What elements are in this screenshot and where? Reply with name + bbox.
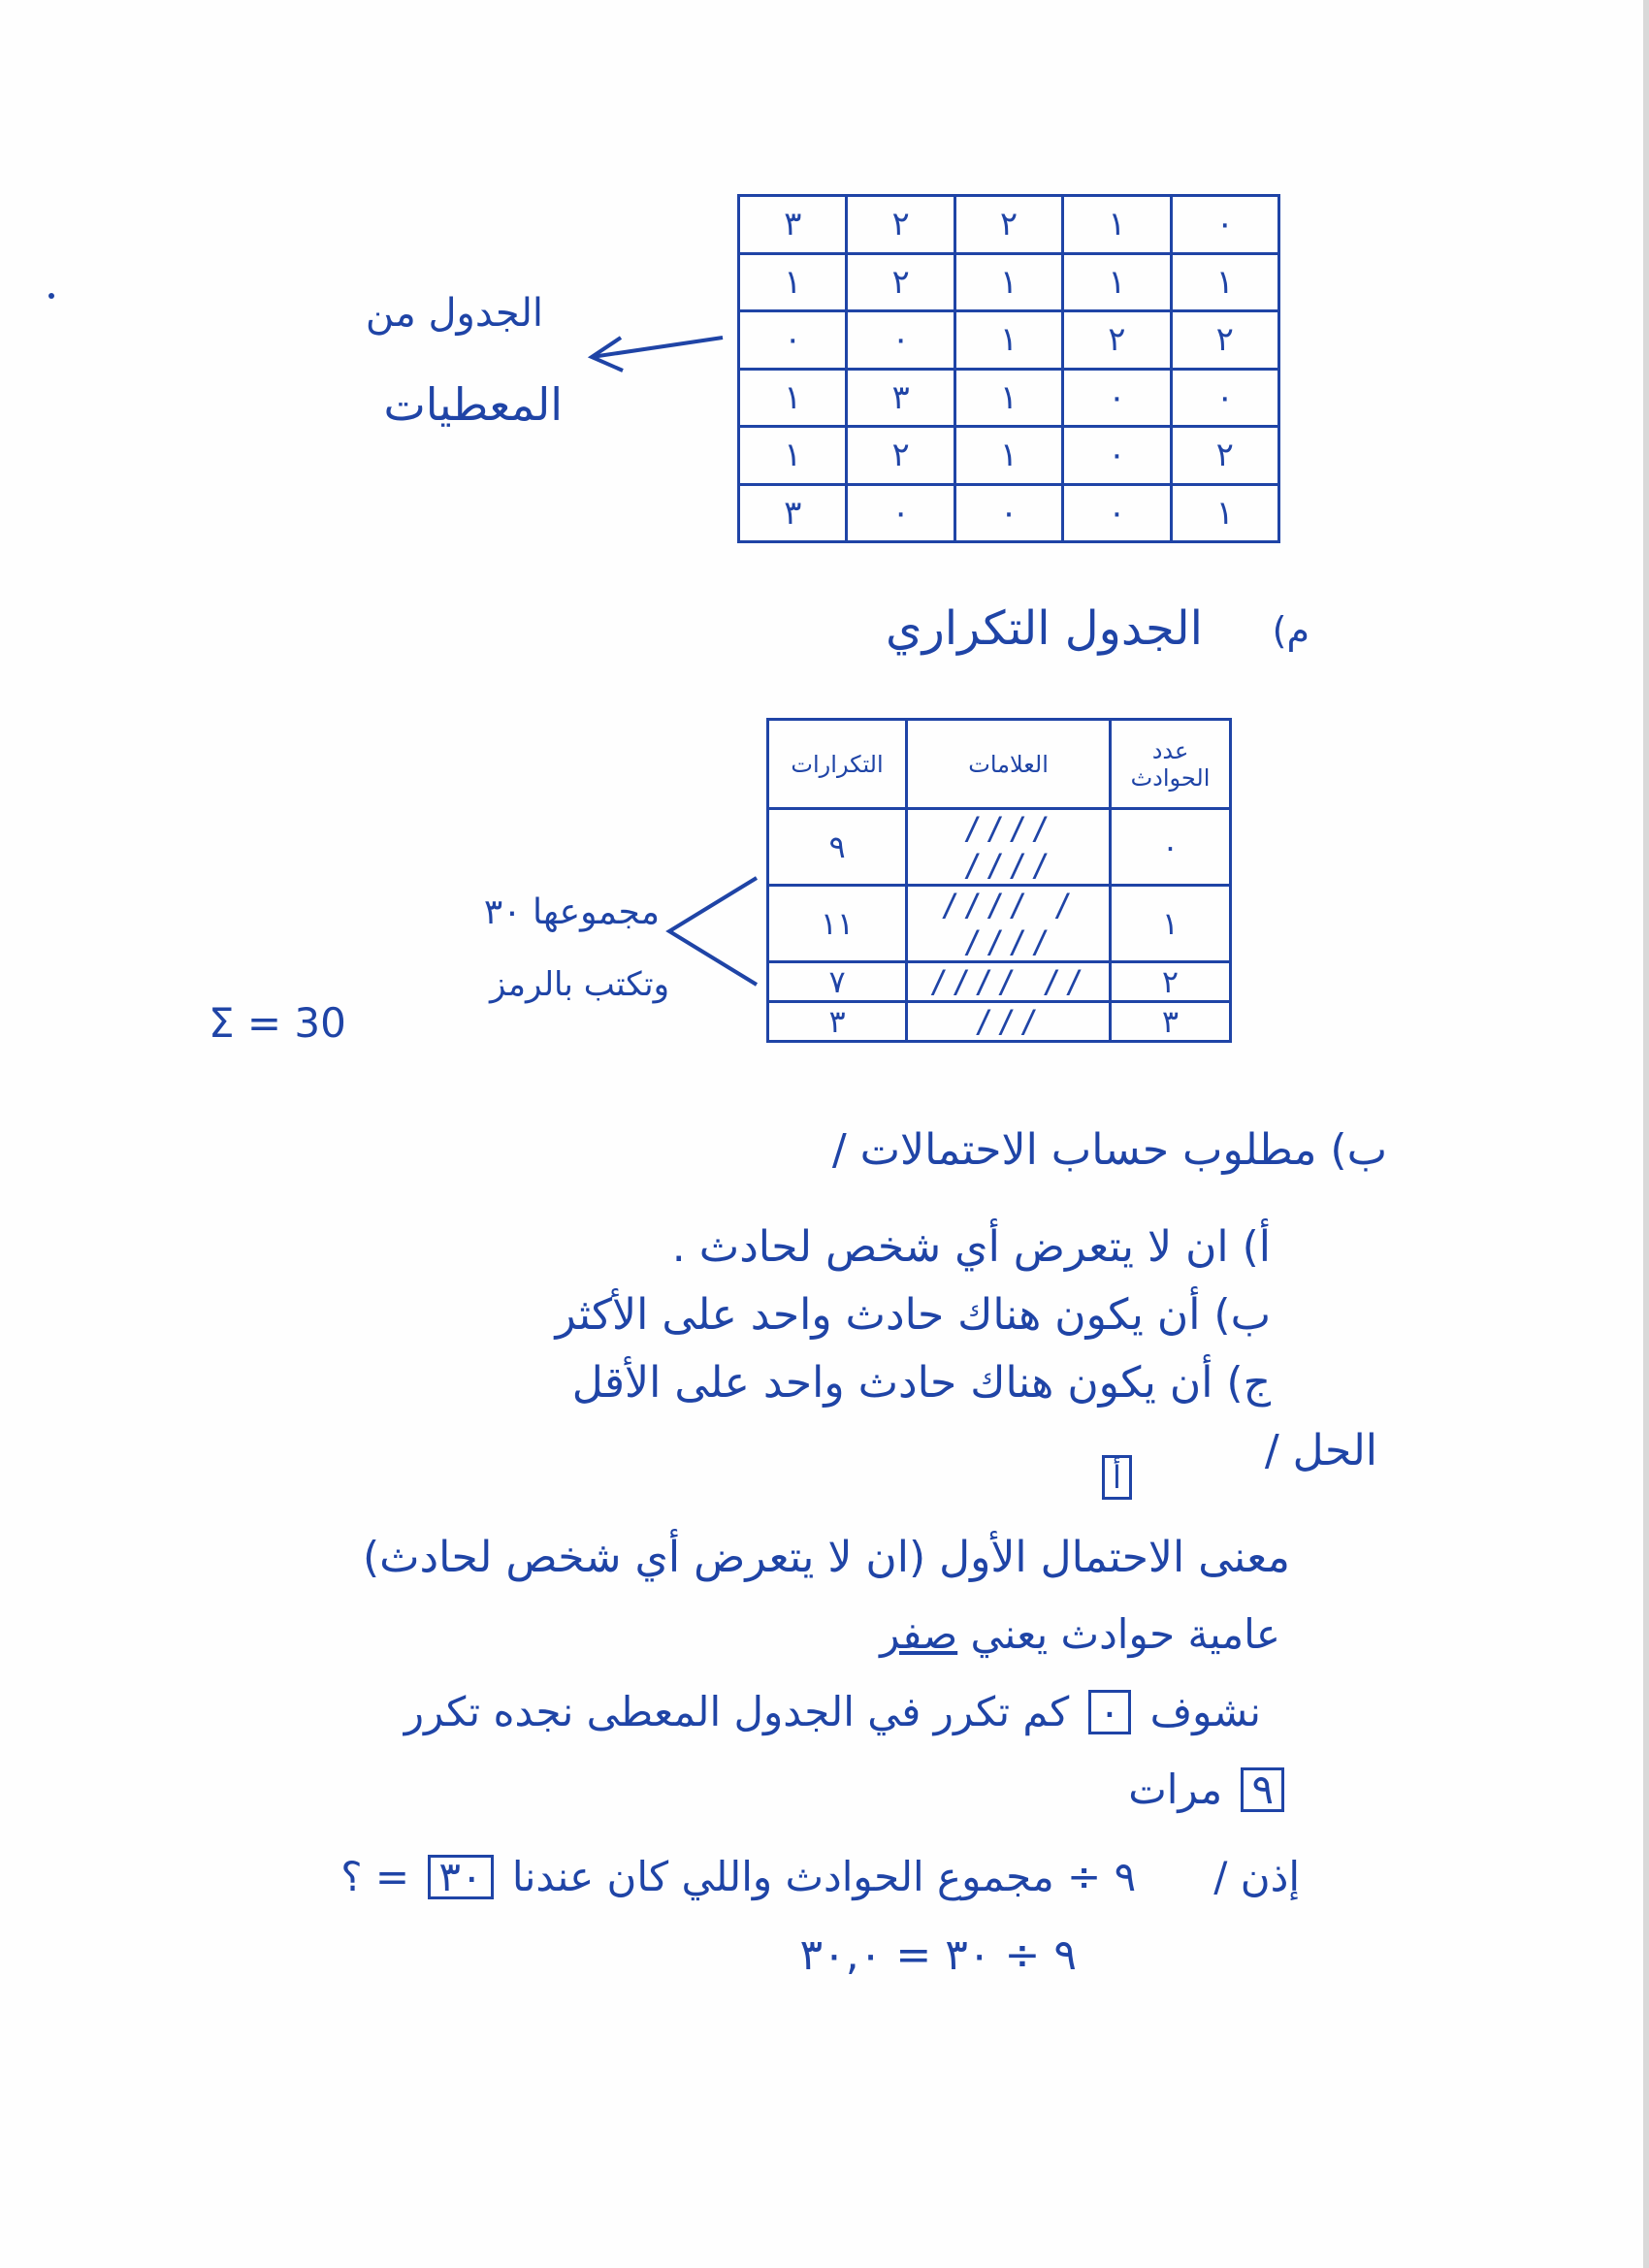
solution-line5-box: ٣٠ bbox=[428, 1855, 493, 1899]
solution-line5-end: = ؟ bbox=[340, 1853, 410, 1900]
freq-header-tally: العلامات bbox=[907, 720, 1111, 809]
data-grid-cell: ٠ bbox=[1063, 427, 1171, 485]
freq-value-cell: ٣ bbox=[768, 1002, 907, 1042]
solution-line3-box: ٠ bbox=[1088, 1690, 1132, 1734]
freq-count-cell: ٢ bbox=[1110, 962, 1230, 1002]
solution-line6: ٩ ÷ ٣٠ = ٣٠,٠ bbox=[799, 1930, 1077, 1980]
solution-line4-text: مرات bbox=[1128, 1766, 1223, 1813]
data-grid-cell: ٢ bbox=[1171, 427, 1278, 485]
solution-heading: الحل / bbox=[1264, 1426, 1377, 1475]
freq-tally-cell: /// bbox=[907, 1002, 1111, 1042]
sum-line1: مجموعها ٣٠ bbox=[483, 892, 660, 932]
data-grid-cell: ٢ bbox=[847, 253, 954, 311]
freq-count-cell: ١ bbox=[1110, 886, 1230, 962]
data-grid-row bbox=[739, 484, 1279, 542]
question-item: أ) ان لا يتعرض أي شخص لحادث . bbox=[671, 1222, 1271, 1272]
data-grid-cell: ٠ bbox=[954, 484, 1062, 542]
page-edge bbox=[1643, 0, 1649, 2268]
question-intro: ب) مطلوب حساب الاحتمالات / bbox=[831, 1125, 1387, 1175]
solution-line3 bbox=[146, 1688, 1261, 1735]
solution-part-label bbox=[1096, 1455, 1138, 1500]
data-grid-cell: ١ bbox=[1063, 196, 1171, 254]
freq-count-cell: ٣ bbox=[1110, 1002, 1230, 1042]
data-grid-cell: ٢ bbox=[1171, 311, 1278, 370]
freq-value-cell: ١١ bbox=[768, 886, 907, 962]
solution-line3-text: كم تكرر في الجدول المعطى نجده تكرر bbox=[404, 1688, 1070, 1735]
frequency-table-body bbox=[768, 809, 1231, 1042]
data-grid-cell: ١ bbox=[954, 253, 1062, 311]
data-grid-cell: ١ bbox=[739, 253, 847, 311]
freq-row bbox=[768, 886, 1231, 962]
solution-line2 bbox=[582, 1610, 1280, 1658]
data-grid-row bbox=[739, 427, 1279, 485]
data-grid-cell: ١ bbox=[739, 369, 847, 427]
solution-line3-lead: نشوف bbox=[1149, 1688, 1261, 1735]
solution-line1: معنى الاحتمال الأول (ان لا يتعرض أي شخص لحادث) bbox=[362, 1533, 1290, 1582]
data-grid-cell: ٢ bbox=[1063, 311, 1171, 370]
data-grid-cell: ٢ bbox=[954, 196, 1062, 254]
freq-row bbox=[768, 809, 1231, 886]
question-item: ج) أن يكون هناك حادث واحد على الأقل bbox=[571, 1358, 1271, 1408]
data-grid-row bbox=[739, 369, 1279, 427]
data-grid-cell: ٠ bbox=[739, 311, 847, 370]
arrow-left-icon bbox=[582, 320, 728, 378]
freq-value-cell: ٧ bbox=[768, 962, 907, 1002]
data-grid-cell: ٢ bbox=[847, 427, 954, 485]
freq-header-frequency: التكرارات bbox=[768, 720, 907, 809]
data-grid-cell: ٣ bbox=[739, 196, 847, 254]
freq-heading-title: الجدول التكراري bbox=[886, 601, 1203, 656]
data-grid-cell: ١ bbox=[1063, 253, 1171, 311]
data-grid-row bbox=[739, 196, 1279, 254]
ink-speck bbox=[48, 293, 54, 299]
brace-icon bbox=[660, 873, 766, 989]
freq-value-cell: ٩ bbox=[768, 809, 907, 886]
freq-header-count: عدد الحوادث bbox=[1110, 720, 1230, 809]
data-grid-cell: ٠ bbox=[1063, 369, 1171, 427]
data-grid-cell: ٠ bbox=[1063, 484, 1171, 542]
solution-line5 bbox=[175, 1853, 1300, 1900]
data-grid-cell: ٣ bbox=[739, 484, 847, 542]
solution-line5-text: ٩ ÷ مجموع الحوادث واللي كان عندنا bbox=[511, 1853, 1137, 1900]
sum-line2: وتكتب بالرمز bbox=[489, 965, 669, 1004]
solution-line2-zero: صفر bbox=[880, 1610, 958, 1658]
data-grid-cell: ١ bbox=[1171, 253, 1278, 311]
data-grid-cell: ٠ bbox=[847, 484, 954, 542]
data-grid-cell: ٣ bbox=[847, 369, 954, 427]
data-grid bbox=[737, 194, 1280, 543]
freq-count-cell: ٠ bbox=[1110, 809, 1230, 886]
data-grid-body bbox=[739, 196, 1279, 542]
data-grid-cell: ٢ bbox=[847, 196, 954, 254]
data-grid-cell: ١ bbox=[1171, 484, 1278, 542]
frequency-table bbox=[766, 718, 1232, 1043]
data-grid-cell: ١ bbox=[954, 369, 1062, 427]
part-label-box: أ bbox=[1102, 1455, 1132, 1500]
data-grid-cell: ٠ bbox=[1171, 196, 1278, 254]
data-table-label-line1: الجدول من bbox=[365, 291, 543, 336]
solution-line4-box: ٩ bbox=[1241, 1767, 1284, 1812]
data-grid-row bbox=[739, 253, 1279, 311]
data-grid-cell: ١ bbox=[954, 427, 1062, 485]
freq-tally-cell: // //// bbox=[907, 962, 1111, 1002]
freq-tally-cell: / //// //// bbox=[907, 886, 1111, 962]
data-grid-row bbox=[739, 311, 1279, 370]
solution-line2-text: عامية حوادث يعني bbox=[970, 1610, 1280, 1658]
data-table-label-line2: المعطيات bbox=[383, 378, 563, 431]
solution-line5-lead: إذن / bbox=[1213, 1853, 1300, 1900]
freq-tally-cell: //// //// bbox=[907, 809, 1111, 886]
freq-row bbox=[768, 962, 1231, 1002]
data-grid-cell: ٠ bbox=[847, 311, 954, 370]
data-grid-cell: ٠ bbox=[1171, 369, 1278, 427]
data-grid-cell: ١ bbox=[954, 311, 1062, 370]
freq-row bbox=[768, 1002, 1231, 1042]
solution-line4 bbox=[1018, 1766, 1290, 1813]
data-grid-cell: ١ bbox=[739, 427, 847, 485]
sum-expression: Σ = 30 bbox=[209, 999, 346, 1047]
freq-heading-marker: م) bbox=[1272, 609, 1310, 652]
question-item: ب) أن يكون هناك حادث واحد على الأكثر bbox=[555, 1290, 1271, 1340]
